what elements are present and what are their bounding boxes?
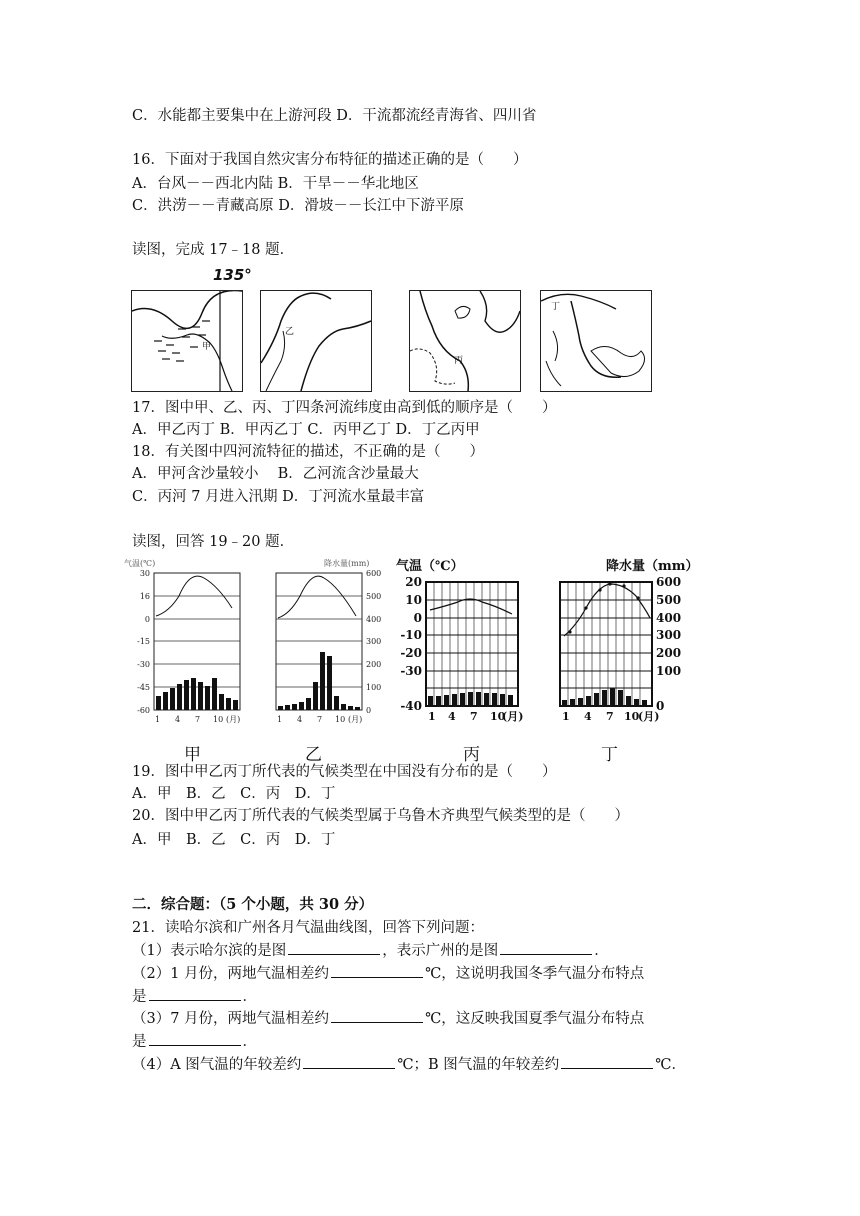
svg-text:(月): (月) <box>502 710 524 723</box>
climate-chart-jia <box>124 556 244 726</box>
q16-stem: 16．下面对于我国自然灾害分布特征的描述正确的是（ ） <box>132 152 528 168</box>
svg-text:4: 4 <box>297 715 303 724</box>
svg-text:0: 0 <box>413 611 422 625</box>
river-map-ding <box>540 290 652 392</box>
section2-title: 二．综合题：（5 个小题，共 30 分） <box>132 896 374 913</box>
temp-axis-title-big: 气温（℃） <box>396 559 464 574</box>
q19-stem: 19．图中甲乙丙丁所代表的气候类型在中国没有分布的是（ ） <box>132 764 557 780</box>
map-label-ding: 丁 <box>551 302 561 312</box>
precip-axis-title: 降水量(mm) <box>324 559 370 568</box>
svg-text:4: 4 <box>175 715 181 724</box>
q21-part4: （4）A 图气温的年较差约 ℃；B 图气温的年较差约 ℃． <box>132 1054 686 1075</box>
svg-text:(月): (月) <box>638 710 660 723</box>
q21-stem: 21．读哈尔滨和广州各月气温曲线图，回答下列问题： <box>132 920 484 936</box>
answer-blank[interactable] <box>561 1054 653 1069</box>
climate-chart-ding <box>550 556 700 726</box>
q18-options-cd: C．丙河 7 月进入汛期 D．丁河流水量最丰富 <box>132 489 425 505</box>
longitude-135-label: 135° <box>213 266 252 284</box>
svg-text:500: 500 <box>656 593 682 607</box>
svg-text:10: 10 <box>213 715 224 724</box>
q15-options-cd: C．水能都主要集中在上游河段 D．干流都流经青海省、四川省 <box>132 108 537 124</box>
svg-text:-30: -30 <box>137 660 150 669</box>
svg-text:200: 200 <box>366 660 382 669</box>
answer-blank[interactable] <box>500 940 592 955</box>
svg-text:500: 500 <box>366 592 382 601</box>
svg-text:(月): (月) <box>226 715 241 724</box>
svg-text:1: 1 <box>277 715 283 724</box>
svg-text:7: 7 <box>470 710 478 723</box>
svg-text:1: 1 <box>155 715 161 724</box>
read-map-instruction-1: 读图，完成 17﹣18 题． <box>132 242 295 258</box>
river-map-jia <box>131 290 243 392</box>
svg-text:300: 300 <box>366 637 382 646</box>
q21-part3: （3）7 月份，两地气温相差约 ℃，这反映我国夏季气温分布特点 <box>132 1008 644 1029</box>
q17-stem: 17．图中甲、乙、丙、丁四条河流纬度由高到低的顺序是（ ） <box>132 400 557 416</box>
map-label-bing: 丙 <box>454 356 464 366</box>
svg-text:300: 300 <box>656 628 682 642</box>
answer-blank[interactable] <box>149 1031 241 1046</box>
temp-axis-title: 气温(℃) <box>124 559 156 568</box>
answer-blank[interactable] <box>149 986 241 1001</box>
svg-text:7: 7 <box>606 710 614 723</box>
svg-text:7: 7 <box>195 715 201 724</box>
svg-text:-20: -20 <box>400 646 422 660</box>
svg-text:-15: -15 <box>137 637 150 646</box>
svg-text:16: 16 <box>139 592 150 601</box>
svg-text:0: 0 <box>366 706 372 715</box>
svg-text:400: 400 <box>366 615 382 624</box>
svg-text:1: 1 <box>562 710 570 723</box>
q21-part2-cont: 是 ． <box>132 986 257 1007</box>
svg-text:0: 0 <box>144 615 150 624</box>
precip-axis-title-big: 降水量（mm） <box>606 559 699 574</box>
read-map-instruction-2: 读图，回答 19﹣20 题． <box>132 534 295 550</box>
svg-text:4: 4 <box>584 710 592 723</box>
svg-text:-30: -30 <box>400 664 422 678</box>
river-map-yi <box>260 290 372 392</box>
svg-text:(月): (月) <box>348 715 363 724</box>
svg-text:0: 0 <box>656 699 665 713</box>
answer-blank[interactable] <box>303 1054 395 1069</box>
q18-stem: 18．有关图中四河流特征的描述，不正确的是（ ） <box>132 444 484 460</box>
q20-stem: 20．图中甲乙丙丁所代表的气候类型属于乌鲁木齐典型气候类型的是（ ） <box>132 808 629 824</box>
svg-text:4: 4 <box>448 710 456 723</box>
svg-text:10: 10 <box>405 593 422 607</box>
svg-text:600: 600 <box>656 575 682 589</box>
svg-text:-60: -60 <box>137 706 150 715</box>
q19-options: A．甲 B．乙 C．丙 D．丁 <box>132 786 336 802</box>
map-label-jia: 甲 <box>202 342 212 352</box>
svg-text:400: 400 <box>656 611 682 625</box>
q16-options-cd: C．洪涝－－青藏高原 D．滑坡－－长江中下游平原 <box>132 198 464 214</box>
q17-options: A．甲乙丙丁 B．甲丙乙丁 C．丙甲乙丁 D．丁乙丙甲 <box>132 422 480 438</box>
svg-text:-40: -40 <box>400 699 422 713</box>
svg-text:200: 200 <box>656 646 682 660</box>
climate-name-yi: 乙 <box>305 745 322 765</box>
svg-text:1: 1 <box>428 710 436 723</box>
answer-blank[interactable] <box>331 1008 423 1023</box>
climate-name-bing: 丙 <box>463 745 480 765</box>
climate-name-jia: 甲 <box>184 745 201 765</box>
answer-blank[interactable] <box>288 940 380 955</box>
q21-part3-cont: 是 ． <box>132 1031 257 1052</box>
svg-text:100: 100 <box>656 664 682 678</box>
svg-text:20: 20 <box>405 575 422 589</box>
svg-text:10: 10 <box>624 710 640 723</box>
svg-text:600: 600 <box>366 569 382 578</box>
svg-text:100: 100 <box>366 683 382 692</box>
svg-text:-45: -45 <box>137 683 150 692</box>
climate-chart-yi <box>262 556 388 726</box>
svg-text:10: 10 <box>335 715 346 724</box>
svg-text:7: 7 <box>317 715 323 724</box>
q20-options: A．甲 B．乙 C．丙 D．丁 <box>132 832 336 848</box>
svg-text:-10: -10 <box>400 628 422 642</box>
climate-name-ding: 丁 <box>601 745 618 765</box>
q21-part2: （2）1 月份，两地气温相差约 ℃，这说明我国冬季气温分布特点 <box>132 963 644 984</box>
q18-options-ab: A．甲河含沙量较小 B．乙河流含沙量最大 <box>132 466 419 482</box>
river-map-bing <box>409 290 521 392</box>
svg-text:30: 30 <box>139 569 150 578</box>
q21-part1: （1）表示哈尔滨的是图 ，表示广州的是图 ． <box>132 940 609 961</box>
q16-options-ab: A．台风－－西北内陆 B．干旱－－华北地区 <box>132 176 419 192</box>
svg-text:10: 10 <box>490 710 506 723</box>
map-label-yi: 乙 <box>285 327 295 337</box>
answer-blank[interactable] <box>331 963 423 978</box>
climate-chart-bing <box>396 556 526 726</box>
